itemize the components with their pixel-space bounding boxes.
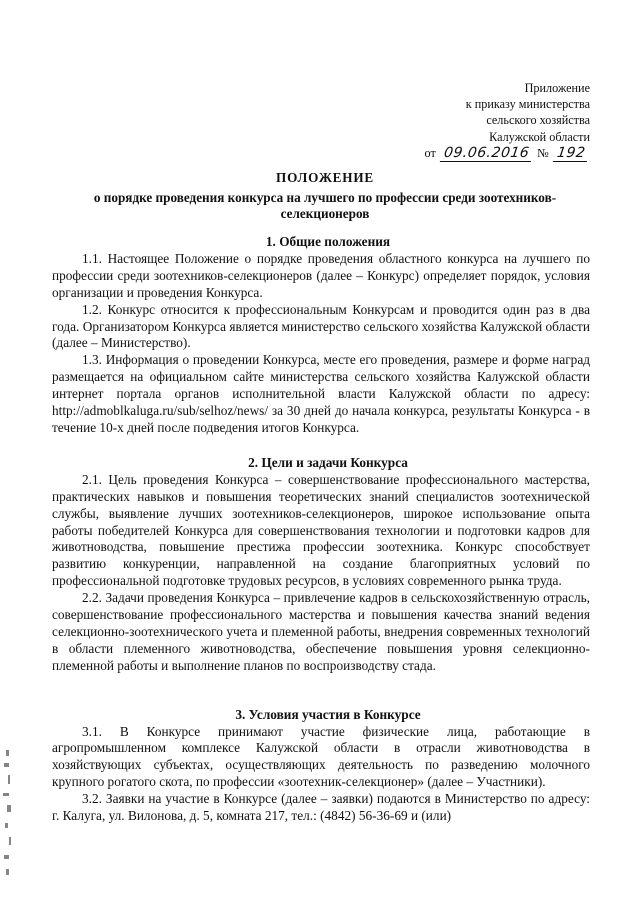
title-heading: ПОЛОЖЕНИЕ (276, 170, 374, 185)
handwritten-number: 192 (553, 145, 590, 162)
paragraph: 1.3. Информация о проведении Конкурса, месте его проведения, размере и форме наград размещается на официальном сайте министерства сельского хозяйства Калужской области интернет портала органов исполнительной власти Калужской области по адресу: http://admoblkaluga.ru/sub/selhoz/news/ за 30 дней до начала конкурса, результаты Конкурса - в течение 10-х дней после подведения итогов Конкурса. (52, 352, 590, 435)
section-heading: 1. Общие положения (265, 234, 391, 249)
section-heading: 3. Условия участия в Конкурсе (235, 706, 421, 722)
appendix-line: Приложение (524, 81, 590, 95)
appendix-line: Калужской области (489, 129, 590, 144)
from-label: от (424, 145, 436, 160)
document-body (52, 234, 590, 825)
paragraph: 3.2. Заявки на участие в Конкурсе (далее – заявки) подаются в Министерство по адресу: г. Калуга, ул. Вилонова, д. 5, комната 217, тел.: (4842) 56-36-69 и (или) (52, 791, 590, 824)
scan-noise-mark (0, 745, 22, 885)
order-date-number-line (425, 145, 590, 162)
document-title (60, 170, 590, 223)
title-subtitle: о порядке проведения конкурса на лучшего по профессии среди зоотехников-селекционеров (93, 189, 557, 221)
paragraph: 2.1. Цель проведения Конкурса – совершенствование профессионального мастерства, практических навыков и повышения теоретических знаний специалистов зоотехнической службы, выявление лучших зоотехников-селекционеров, широкое использование опыта работы победителей Конкурса для совершенствования технологии и подготовки кадров для животноводства, повышение престижа профессии зоотехника. Конкурс способствует развитию конкуренции, направленной на создание благоприятных условий по профессиональной подготовке трудовых ресурсов, в условиях современного рынка труда. (52, 471, 590, 589)
paragraph: 1.2. Конкурс относится к профессиональным Конкурсам и проводится один раз в два года. Организатором Конкурса является министерство сельского хозяйства Калужской области (далее – Министерство). (52, 301, 590, 351)
number-label: № (537, 145, 549, 160)
paragraph: 1.1. Настоящее Положение о порядке проведения областного конкурса на лучшего по профессии среди зоотехников-селекционеров (далее – Конкурс) определяет порядок, условия организации и проведения Конкурса. (52, 250, 590, 300)
paragraph: 2.2. Задачи проведения Конкурса – привлечение кадров в сельскохозяйственную отрасль, совершенствование профессионального мастерства и повышения качества знаний ведения селекционно-зоотехнического учета и племенной работы, внедрения современных технологий в области племенного животноводства, обеспечение повышения уровня селекционно-племенной работы и выполнение планов по воспроизводству стада. (52, 590, 590, 673)
appendix-block (425, 80, 590, 162)
section-heading: 2. Цели и задачи Конкурса (248, 454, 408, 470)
appendix-line: сельского хозяйства (486, 113, 590, 128)
appendix-line: к приказу министерства (465, 97, 590, 112)
handwritten-date: 09.06.2016 (440, 145, 534, 162)
paragraph: 3.1. В Конкурсе принимают участие физические лица, работающие в агропромышленном комплексе Калужской области в отрасли животноводства в хозяйствующих субъектах, осуществляющих деятельность по разведению молочного крупного рогатого скота, по профессии «зоотехник-селекционер» (далее – Участники). (52, 723, 590, 790)
